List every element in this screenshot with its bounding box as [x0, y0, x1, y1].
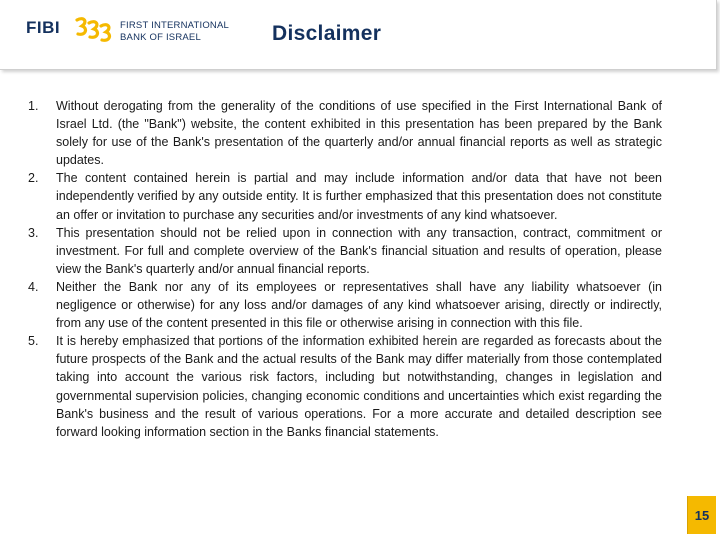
item-text: It is hereby emphasized that portions of the information exhibited herein are regarded as forecasts about the future prospects of the Bank and the actual results of the Bank may differ materially from those contemplated taking into account the various risk factors, including but notwithstanding, changes in legislation and governmental supervision policies, changing economic conditions and uncertainties which exist regarding the Bank's business and the result of various operations. For a more accurate and detailed description see forward looking information section in the Banks financial statements. [56, 334, 662, 439]
logo-text [120, 20, 229, 44]
disclaimer-body [28, 97, 662, 441]
item-number: 3. [28, 225, 39, 240]
disclaimer-list [28, 97, 662, 441]
item-text: Neither the Bank nor any of its employees or representatives shall have any liability whatsoever (in negligence or otherwise) for any loss and/or damages of any kind whatsoever arising, directly or indirectly, from any use of the content presented in this file or otherwise arising in connection with this file. [56, 279, 662, 331]
item-text: The content contained herein is partial and may include information and/or data that have not been independently verified by any outside entity. It is further emphasized that this presentation does not constitute an offer or invitation to purchase any securities and/or investments of any kind whatsoever. [56, 171, 662, 222]
page-number-badge: 15 [687, 496, 716, 534]
list-item [28, 169, 662, 223]
logo-abbr: FIBI [26, 18, 61, 37]
list-item [28, 278, 662, 332]
item-number: 2. [28, 171, 39, 186]
list-item [28, 97, 662, 169]
slide-header [0, 0, 717, 70]
list-item [28, 332, 662, 441]
item-number: 1. [28, 99, 39, 113]
item-text: This presentation should not be relied upon in connection with any transaction, contract, commitment or investment. For full and complete overview of the Bank's financial situation and results of operation, please view the Bank's quarterly and/or annual financial reports. [56, 225, 662, 276]
item-number: 5. [28, 334, 39, 349]
bank-logo-icon [74, 14, 114, 48]
page-title: Disclaimer [272, 22, 382, 45]
item-text: Without derogating from the generality of the conditions of use specified in the First International Bank of Israel Ltd. (the "Bank") website, the content exhibited in this presentation has been prepared by the Bank solely for use of the Bank's presentation of the quarterly and/or annual financial reports as well as strategic updates. [56, 99, 662, 168]
list-item [28, 224, 662, 278]
item-number: 4. [28, 279, 39, 294]
logo-line-2: BANK OF ISRAEL [120, 32, 201, 43]
logo-line-1: FIRST INTERNATIONAL [120, 20, 230, 31]
